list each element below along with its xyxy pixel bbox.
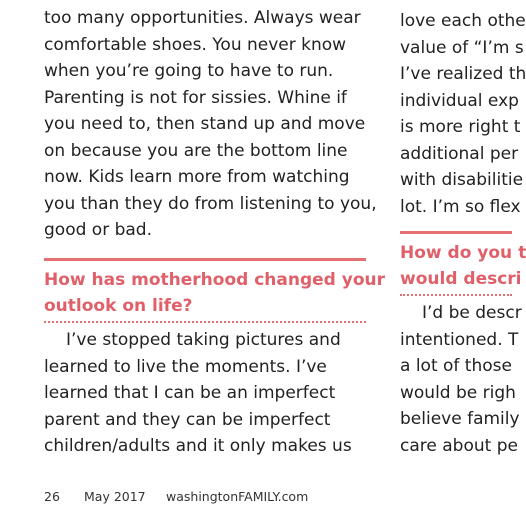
page-footer xyxy=(44,489,308,504)
text-line: too many opportunities. Always wear xyxy=(44,8,361,28)
text-line: additional per xyxy=(400,143,519,164)
question-line: How do you t xyxy=(400,243,526,263)
text-line: parent and they can be imperfect xyxy=(44,409,331,430)
text-line: I’d be descr xyxy=(422,303,522,323)
text-line: love each othe xyxy=(400,11,526,31)
heading-top-rule xyxy=(400,231,512,234)
right-column xyxy=(400,0,526,512)
text-line: lot. I’m so flex xyxy=(400,196,521,217)
text-line: individual exp xyxy=(400,90,519,111)
text-line: care about pe xyxy=(400,435,518,456)
right-paragraph-1 xyxy=(400,8,526,220)
left-paragraph-2 xyxy=(44,327,352,460)
text-line: you than they do from listening to you, xyxy=(44,193,377,214)
text-line: Parenting is not for sissies. Whine if xyxy=(44,87,347,108)
text-line: value of “I’m s xyxy=(400,37,524,58)
text-line: intentioned. T xyxy=(400,329,519,350)
text-line: would be righ xyxy=(400,382,516,403)
text-line: you need to, then stand up and move xyxy=(44,114,366,134)
question-line: outlook on life? xyxy=(44,296,193,316)
text-line: with disabilitie xyxy=(400,170,524,190)
text-line: I’ve stopped taking pictures and xyxy=(66,330,341,350)
heading-dotted-rule xyxy=(44,321,366,323)
question-line: would descri xyxy=(400,269,522,289)
text-line: children/adults and it only makes us xyxy=(44,436,352,456)
text-line: is more right t xyxy=(400,117,521,137)
text-line: comfortable shoes. You never know xyxy=(44,34,347,55)
left-paragraph-1 xyxy=(44,5,377,244)
text-line: a lot of those xyxy=(400,356,512,376)
heading-top-rule xyxy=(44,258,366,261)
question-line: How has motherhood changed your xyxy=(44,270,386,290)
text-line: good or bad. xyxy=(44,220,152,240)
text-line: I’ve realized th xyxy=(400,64,526,84)
page-number: 26 xyxy=(44,489,60,504)
text-line: learned to live the moments. I’ve xyxy=(44,356,327,377)
text-line: believe family xyxy=(400,409,520,429)
right-paragraph-2 xyxy=(400,300,522,459)
issue-date: May 2017 xyxy=(84,489,146,504)
text-line: on because you are the bottom line xyxy=(44,140,348,161)
text-line: now. Kids learn more from watching xyxy=(44,167,350,187)
heading-dotted-rule xyxy=(400,294,512,296)
text-line: when you’re going to have to run. xyxy=(44,61,334,81)
website-label: washingtonFAMILY.com xyxy=(166,489,309,504)
text-line: learned that I can be an imperfect xyxy=(44,383,336,403)
